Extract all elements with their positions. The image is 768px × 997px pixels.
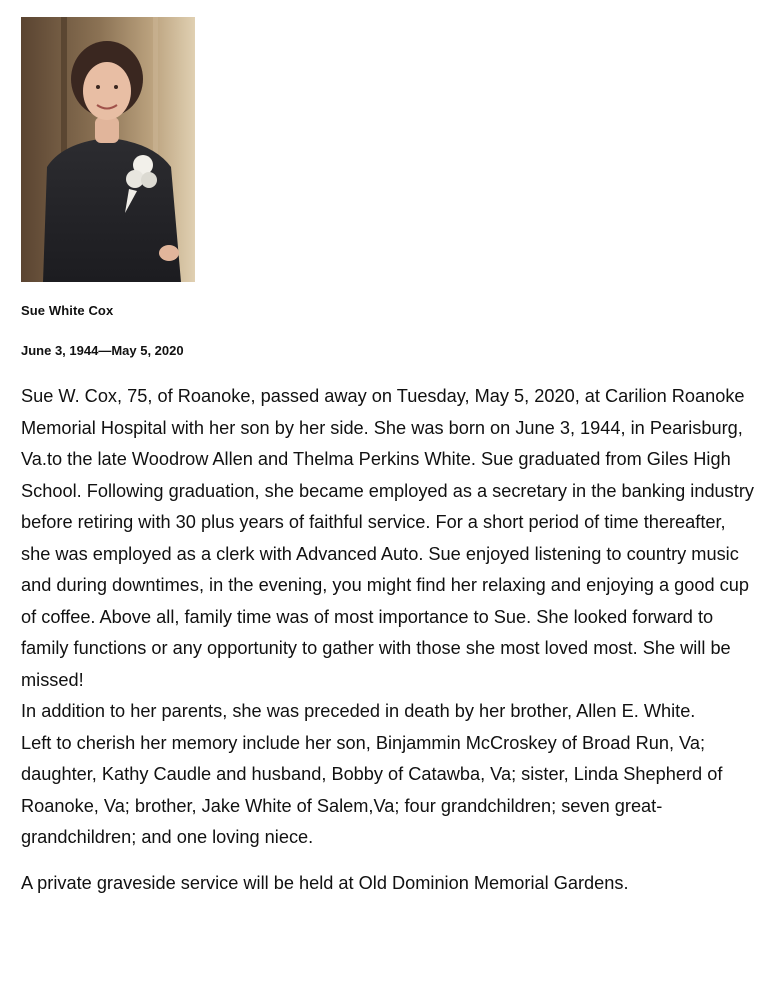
portrait-photo (21, 17, 195, 282)
obituary-paragraph: Left to cherish her memory include her son, Binjammin McCroskey of Broad Run, Va; daughter, Kathy Caudle and husband, Bobby of Catawba, Va; sister, Linda Shepherd of Roanoke, Va; brother, Jake White of Salem,Va; four grandchildren; seven great-grandchildren; and one loving niece. (21, 732, 723, 847)
deceased-name: Sue White Cox (21, 303, 114, 318)
service-note: A private graveside service will be held at Old Dominion Memorial Gardens. (21, 872, 629, 893)
life-dates: June 3, 1944—May 5, 2020 (21, 343, 184, 358)
obituary-paragraph: In addition to her parents, she was preceded in death by her brother, Allen E. White. (21, 701, 696, 721)
obituary-paragraph: Sue W. Cox, 75, of Roanoke, passed away on Tuesday, May 5, 2020, at Carilion Roanoke Memorial Hospital with her son by her side. She was born on June 3, 1944, in Pearisburg, Va.to the late Woodrow Allen and Thelma Perkins White. Sue graduated from Giles High School. Following graduation, she became employed as a secretary in the banking industry before retiring with 30 plus years of faithful service. For a short period of time thereafter, she was employed as a clerk with Advanced Auto. Sue enjoyed listening to country music and during downtimes, in the evening, you might find her relaxing and enjoying a good cup of coffee. Above all, family time was of most importance to Sue. She looked forward to family functions or any opportunity to gather with those she most loved most. She will be missed! (21, 386, 754, 690)
obituary-text (21, 381, 756, 899)
